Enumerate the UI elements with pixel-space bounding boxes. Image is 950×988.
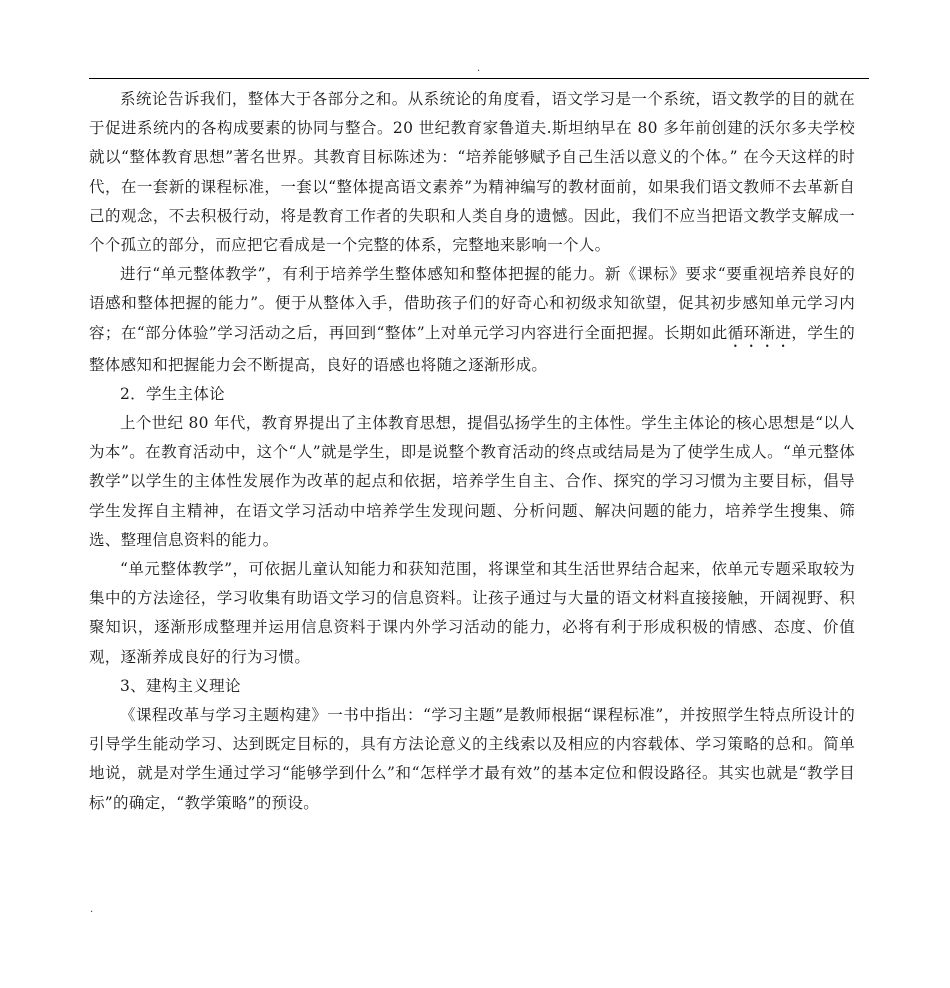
paragraph-unit-teaching-text-start: 进行“单元整体教学”，有利于培养学生整体感知和整体把握的能力。新《课标》要求“要重视培养良好的语感和整体把握的能力”。便于从整体入手，借助孩子们的好奇心和初级求知欲望，促其初步感知单元学习内容；在“部分体验”学习活动之后，再回到“整体”上对单元学习内容进行全面把握。长期如此	[89, 265, 855, 342]
header-dot-mark: .	[477, 63, 481, 74]
paragraph-constructivism: 《课程改革与学习主题构建》一书中指出：“学习主题”是教师根据“课程标准”，并按照学生特点所设计的引导学生能动学习、达到既定目标的，具有方法论意义的主线索以及相应的内容载体、学习策略的总和。简单地说，就是对学生通过学习“能够学到什么”和“怎样学才最有效”的基本定位和假设路径。其实也就是“教学目标”的确定，“教学策略”的预设。	[89, 706, 855, 812]
paragraph-unit-teaching-practice: “单元整体教学”，可依据儿童认知能力和获知范围，将课堂和其生活世界结合起来，依单元专题采取较为集中的方法途径，学习收集有助语文学习的信息资料。让孩子通过与大量的语文材料直接接触，开阔视野、积聚知识，逐渐形成整理并运用信息资料于课内外学习活动的能力，必将有利于形成积极的情感、态度、价值观，逐渐养成良好的行为习惯。	[89, 560, 855, 666]
footer-dot-mark: .	[90, 904, 94, 915]
header-rule	[89, 78, 869, 79]
emphasized-phrase: 循环渐进	[727, 323, 792, 342]
document-body	[89, 85, 855, 818]
paragraph-unit-teaching-text-end: ，学生的整体感知和把握能力会不断提高，良好的语感也将随之逐渐形成。	[89, 323, 855, 374]
paragraph-student-subject: 上个世纪 80 年代，教育界提出了主体教育思想，提倡弘扬学生的主体性。学生主体论的核心思想是“以人为本”。在教育活动中，这个“人”就是学生，即是说整个教育活动的终点或结局是为了使学生成人。“单元整体教学”以学生的主体性发展作为改革的起点和依据，培养学生自主、合作、探究的学习习惯为主要目标，倡导学生发挥自主精神，在语文学习活动中培养学生发现问题、分析问题、解决问题的能力，培养学生搜集、筛选、整理信息资料的能力。	[89, 414, 855, 549]
section-heading-constructivism: 3、建构主义理论	[120, 676, 241, 695]
section-heading-student-subject: 2．学生主体论	[120, 384, 225, 403]
paragraph-unit-teaching	[89, 260, 855, 380]
paragraph-system-theory: 系统论告诉我们，整体大于各部分之和。从系统论的角度看，语文学习是一个系统，语文教学的目的就在于促进系统内的各构成要素的协同与整合。20 世纪教育家鲁道夫.斯坦纳早在 80 多年前创建的沃尔多夫学校就以“整体教育思想”著名世界。其教育目标陈述为：“培养能够赋予自己生活以意义的个体。” 在今天这样的时代，在一套新的课程标准，一套以“整体提高语文素养”为精神编写的教材面前，如果我们语文教师不去革新自己的观念，不去积极行动，将是教育工作者的失职和人类自身的遗憾。因此，我们不应当把语文教学支解成一个个孤立的部分，而应把它看成是一个完整的体系，完整地来影响一个人。	[89, 90, 855, 255]
